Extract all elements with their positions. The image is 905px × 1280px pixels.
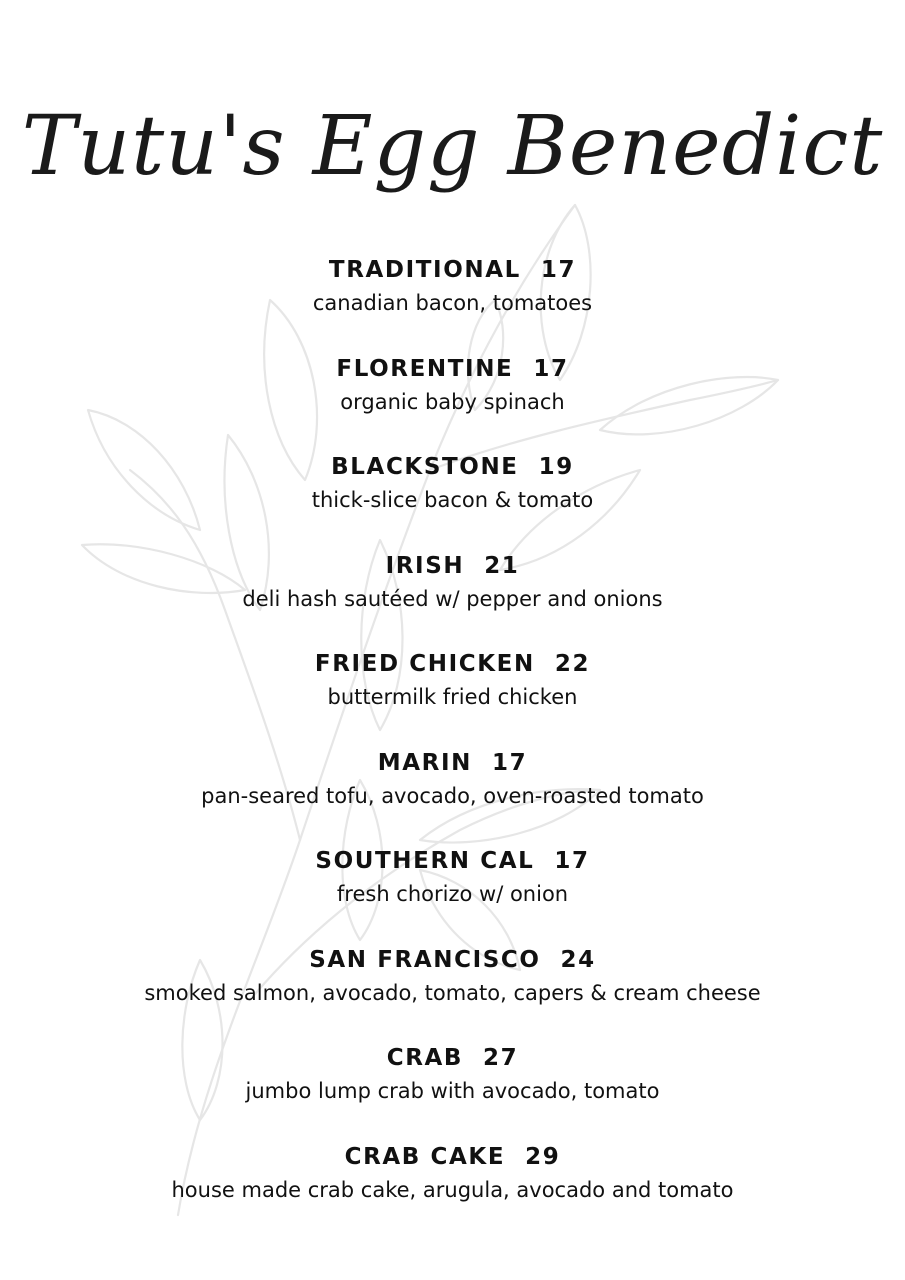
menu-list: [0, 253, 905, 1238]
menu-item-name: BLACKSTONE: [331, 454, 519, 480]
menu-item: [0, 450, 905, 549]
menu-item-description: deli hash sautéed w/ pepper and onions: [242, 586, 663, 611]
menu-item-price: 19: [538, 454, 574, 480]
menu-item-header: [0, 1041, 905, 1075]
menu-item-description: fresh chorizo w/ onion: [336, 882, 569, 906]
menu-item: [0, 943, 905, 1042]
menu-item-price: 17: [533, 355, 569, 382]
menu-item-header: [0, 549, 905, 583]
menu-item-description: buttermilk fried chicken: [327, 685, 578, 709]
menu-item-header: [0, 253, 905, 287]
menu-item-name: SOUTHERN CAL: [315, 848, 535, 874]
menu-item-header: [0, 844, 905, 878]
menu-item-name: IRISH: [385, 552, 465, 579]
menu-item-price: 21: [484, 552, 520, 579]
menu-item: [0, 1140, 905, 1239]
menu-item-name: SAN FRANCISCO: [309, 946, 541, 973]
menu-item-name: TRADITIONAL: [328, 257, 521, 283]
menu-item-description: thick-slice bacon & tomato: [311, 488, 594, 512]
menu-item-description: jumbo lump crab with avocado, tomato: [245, 1079, 660, 1103]
menu-item-description: house made crab cake, arugula, avocado and tomato: [171, 1177, 734, 1202]
menu-item-header: [0, 352, 905, 386]
menu-item-header: [0, 746, 905, 780]
menu-item: [0, 253, 905, 352]
menu-item-price: 29: [525, 1143, 561, 1170]
menu-item-header: [0, 647, 905, 681]
menu-item-header: [0, 1140, 905, 1174]
menu-item: [0, 647, 905, 746]
menu-item-price: 17: [540, 257, 577, 283]
menu-item-price: 24: [560, 946, 596, 973]
menu-item-name: CRAB CAKE: [344, 1143, 506, 1170]
menu-item: [0, 549, 905, 648]
menu-item-name: CRAB: [386, 1045, 464, 1071]
menu-item: [0, 844, 905, 943]
menu-item-name: FRIED CHICKEN: [314, 651, 535, 677]
menu-item-description: canadian bacon, tomatoes: [312, 291, 593, 315]
menu-item-header: [0, 450, 905, 484]
menu-item: [0, 746, 905, 845]
menu-item: [0, 352, 905, 451]
menu-item-price: 22: [554, 651, 591, 677]
menu-title: Tutu's Egg Benedict: [21, 99, 884, 194]
menu-item-name: FLORENTINE: [336, 355, 514, 382]
menu-item-description: pan-seared tofu, avocado, oven-roasted tomato: [201, 783, 704, 808]
menu-item-price: 17: [492, 749, 528, 776]
menu-item-price: 17: [554, 848, 590, 874]
menu-item-description: organic baby spinach: [340, 389, 565, 414]
menu-item-price: 27: [483, 1045, 519, 1071]
menu-item-description: smoked salmon, avocado, tomato, capers & cream cheese: [144, 980, 761, 1005]
menu-item: [0, 1041, 905, 1140]
menu-item-name: MARIN: [377, 749, 472, 776]
menu-item-header: [0, 943, 905, 977]
